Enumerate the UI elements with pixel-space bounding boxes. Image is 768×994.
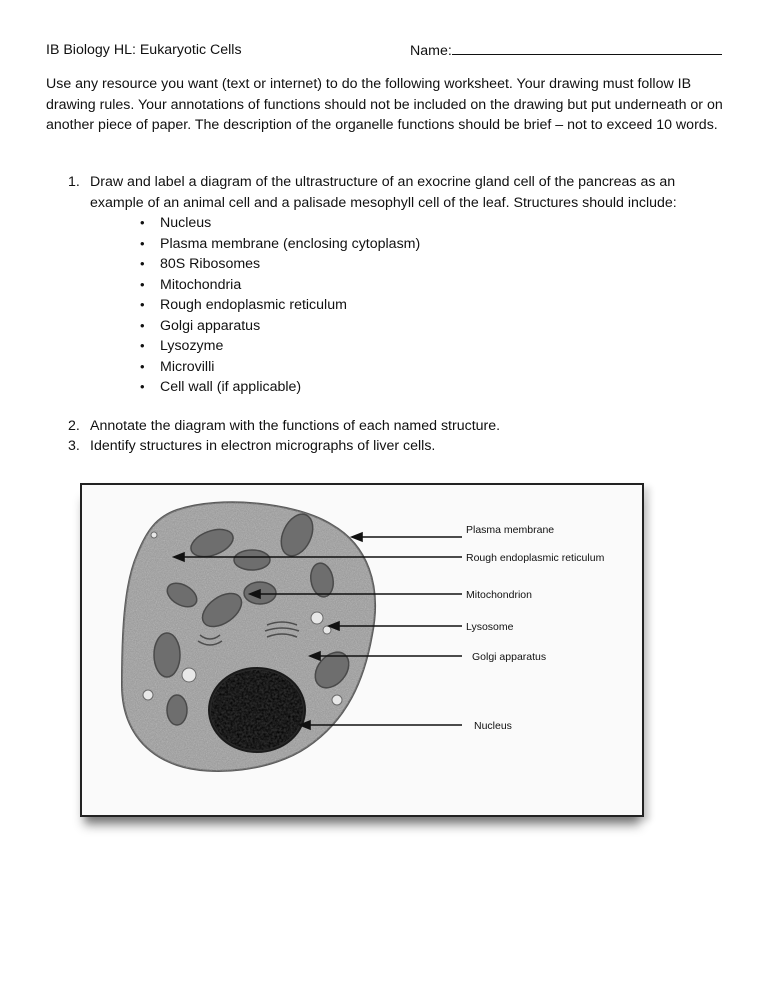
course-title: IB Biology HL: Eukaryotic Cells	[46, 42, 242, 58]
structure-item: • Rough endoplasmic reticulum	[140, 295, 726, 316]
question-1	[46, 172, 726, 398]
structure-item: • 80S Ribosomes	[140, 254, 726, 275]
name-label: Name:	[410, 43, 452, 59]
worksheet-header	[46, 40, 726, 60]
electron-micrograph-figure	[80, 483, 644, 817]
label-plasma-membrane: Plasma membrane	[466, 524, 555, 536]
question-number: 3.	[68, 438, 80, 454]
instructions	[46, 74, 726, 136]
structure-item: • Golgi apparatus	[140, 316, 726, 337]
structure-item: • Mitochondria	[140, 275, 726, 296]
question-number: 2.	[68, 417, 80, 434]
micrograph-diagram	[82, 485, 642, 815]
structure-item: • Plasma membrane (enclosing cytoplasm)	[140, 234, 726, 255]
label-mitochondrion: Mitochondrion	[466, 589, 532, 601]
question-2	[46, 416, 726, 437]
structure-item: • Cell wall (if applicable)	[140, 377, 726, 398]
label-golgi-apparatus: Golgi apparatus	[472, 651, 547, 663]
structure-item: • Microvilli	[140, 357, 726, 378]
question-text: Draw and label a diagram of the ultrastructure of an exocrine gland cell of the pancreas as an example of an animal cell and a palisade mesophyll cell of the leaf. Structures should include:	[90, 174, 677, 211]
question-text: Annotate the diagram with the functions of each named structure.	[90, 417, 501, 434]
label-nucleus: Nucleus	[474, 720, 512, 732]
question-text: Identify structures in electron micrographs of liver cells.	[90, 438, 436, 454]
structure-item: • Nucleus	[140, 213, 726, 234]
question-list	[46, 172, 726, 457]
label-lysosome: Lysosome	[466, 621, 514, 633]
question-number: 1.	[68, 174, 80, 190]
name-blank-line	[452, 40, 722, 55]
question-3	[46, 436, 726, 457]
name-field	[410, 40, 722, 62]
label-rough-er: Rough endoplasmic reticulum	[466, 552, 605, 564]
structure-list	[140, 213, 726, 398]
structure-item: • Lysozyme	[140, 336, 726, 357]
instructions-text: Use any resource you want (text or internet) to do the following worksheet. Your drawing must follow IB drawing rules. Your annotations of functions should not be included on the drawing but put underneath or on another piece of paper. The description of the organelle functions should be brief – not to exceed 10 words.	[46, 76, 723, 133]
